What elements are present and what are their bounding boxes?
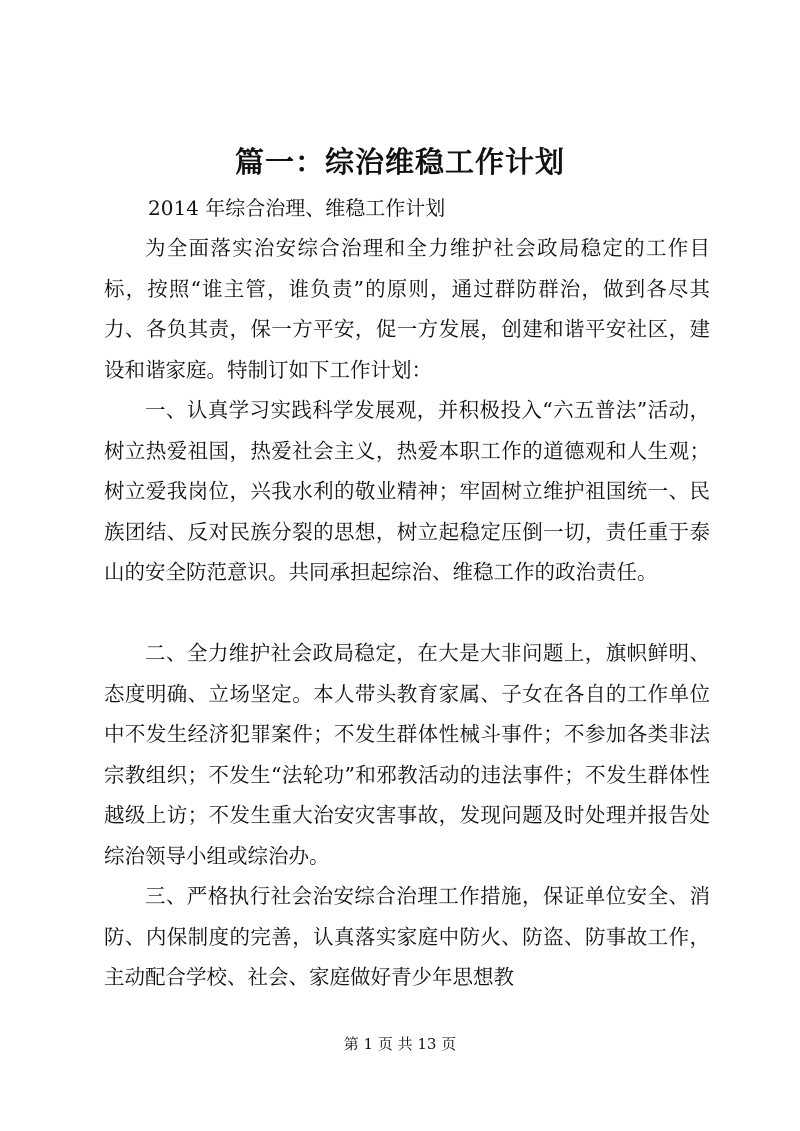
document-title: 篇一：综治维稳工作计划 [234,145,565,179]
document-subtitle: 2014 年综合治理、维稳工作计划 [148,196,446,220]
paragraph-item-1: 一、认真学习实践科学发展观，并积极投入“六五普法”活动，树立热爱祖国，热爱社会主义，热爱本职工作的道德观和人生观；树立爱我岗位，兴我水利的敬业精神；牢固树立维护祖国统一、民族团结、反对民族分裂的思想，树立起稳定压倒一切，责任重于泰山的安全防范意识。共同承担起综治、维稳工作的政治责任。 [104,398,710,584]
paragraph-item-3: 三、严格执行社会治安综合治理工作措施，保证单位安全、消防、内保制度的完善，认真落实家庭中防火、防盗、防事故工作，主动配合学校、社会、家庭做好青少年思想教 [104,884,710,989]
paragraph-intro: 为全面落实治安综合治理和全力维护社会政局稳定的工作目标，按照“谁主管，谁负责”的原则，通过群防群治，做到各尽其力、各负其责，保一方平安，促一方发展，创建和谐平安社区，建设和谐家庭。特制订如下工作计划： [104,236,710,382]
paragraph-item-2: 二、全力维护社会政局稳定，在大是大非问题上，旗帜鲜明、态度明确、立场坚定。本人带头教育家属、子女在各自的工作单位中不发生经济犯罪案件；不发生群体性械斗事件；不参加各类非法宗教组织；不发生“法轮功”和邪教活动的违法事件；不发生群体性越级上访；不发生重大治安灾害事故，发现问题及时处理并报告处综治领导小组或综治办。 [104,641,710,868]
page-number-footer: 第 1 页 共 13 页 [343,1035,457,1053]
